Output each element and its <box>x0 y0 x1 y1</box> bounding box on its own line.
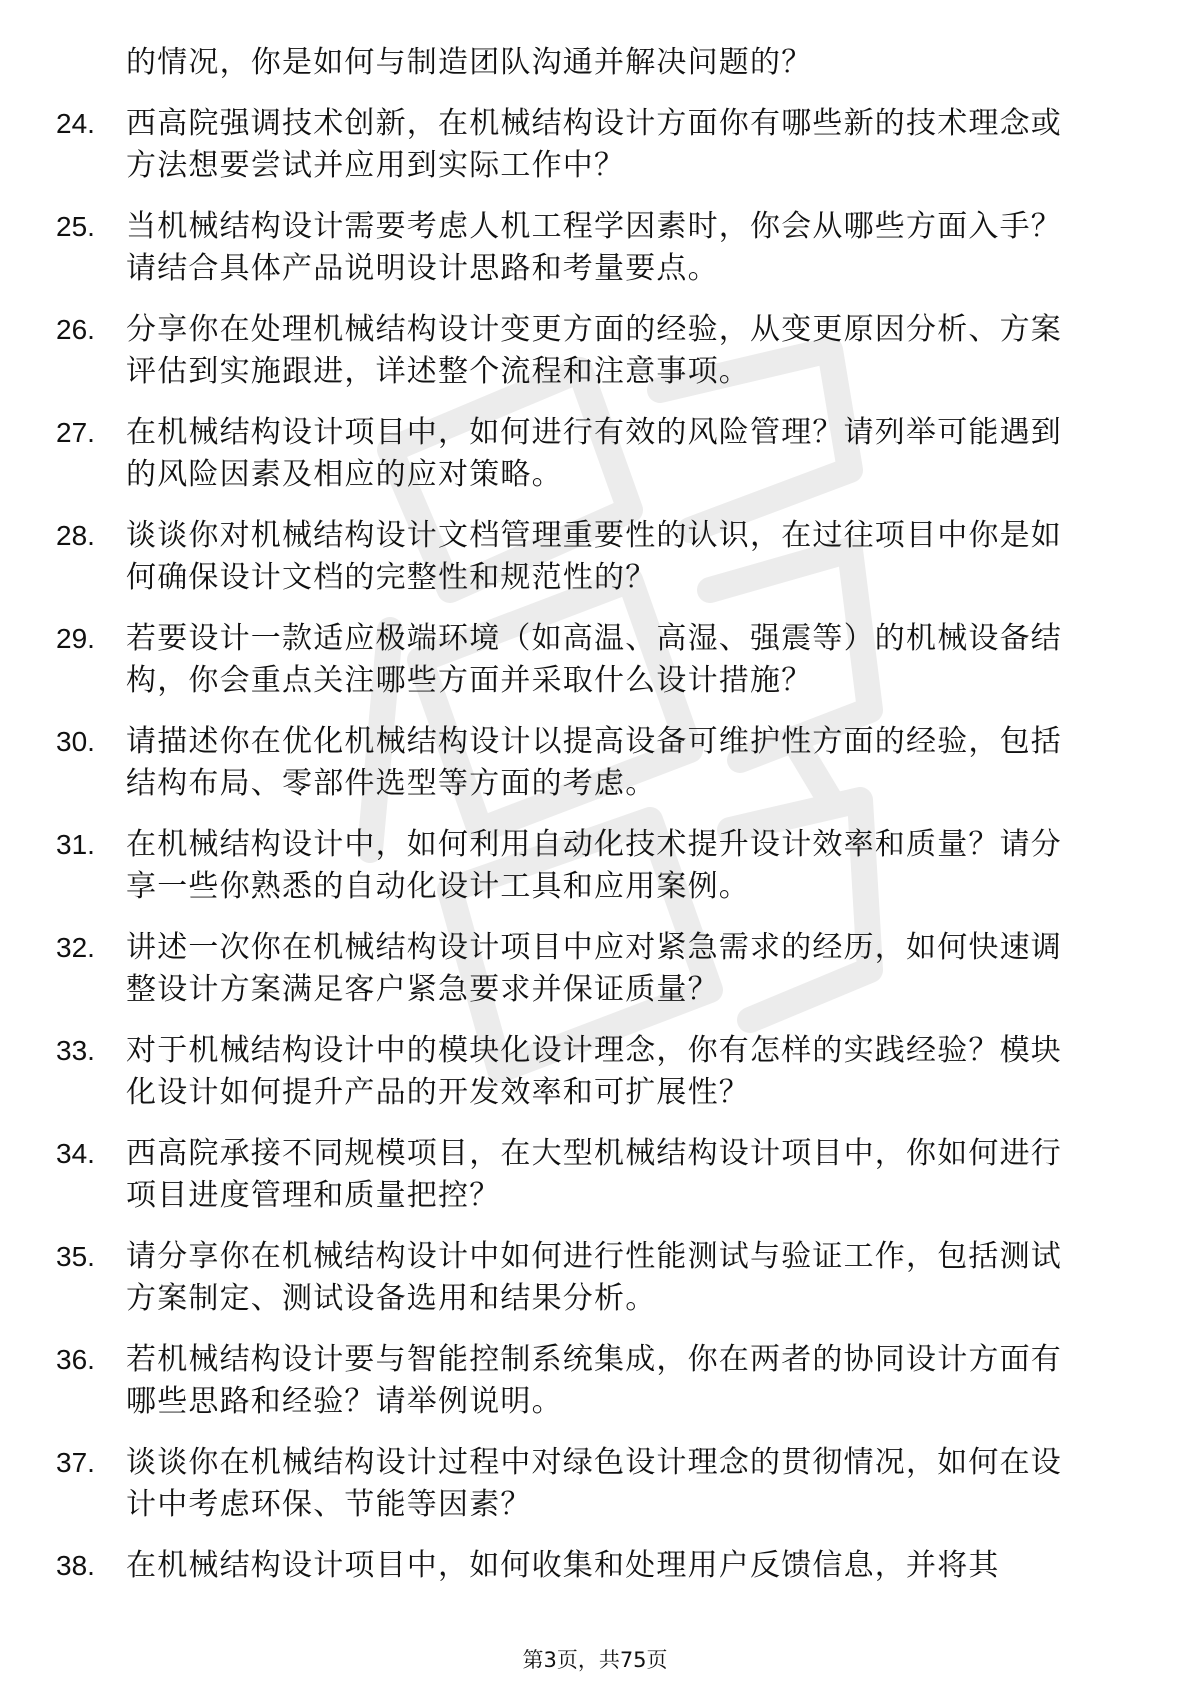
list-item <box>0 309 1190 393</box>
list-item <box>0 824 1190 908</box>
list-item <box>0 515 1190 599</box>
list-item <box>0 42 1190 84</box>
item-text: 谈谈你在机械结构设计过程中对绿色设计理念的贯彻情况，如何在设计中考虑环保、节能等因素？ <box>126 1445 1062 1522</box>
item-text: 在机械结构设计中，如何利用自动化技术提升设计效率和质量？请分享一些你熟悉的自动化设计工具和应用案例。 <box>126 827 1062 904</box>
item-text: 当机械结构设计需要考虑人机工程学因素时，你会从哪些方面入手？请结合具体产品说明设计思路和考量要点。 <box>126 209 1062 286</box>
item-number: 27. <box>56 417 95 448</box>
item-text: 在机械结构设计项目中，如何收集和处理用户反馈信息，并将其 <box>126 1548 1000 1583</box>
item-text: 西高院承接不同规模项目，在大型机械结构设计项目中，你如何进行项目进度管理和质量把控？ <box>126 1136 1062 1213</box>
list-item <box>0 927 1190 1011</box>
item-number: 28. <box>56 520 95 551</box>
item-number: 32. <box>56 932 95 963</box>
item-text: 在机械结构设计项目中，如何进行有效的风险管理？请列举可能遇到的风险因素及相应的应对策略。 <box>126 415 1062 492</box>
item-number: 37. <box>56 1447 95 1478</box>
page-number: 第3页，共75页 <box>522 1648 668 1672</box>
list-item <box>0 1545 1190 1587</box>
item-text: 西高院强调技术创新，在机械结构设计方面你有哪些新的技术理念或方法想要尝试并应用到实际工作中？ <box>126 106 1062 183</box>
item-number: 35. <box>56 1241 95 1272</box>
item-number: 26. <box>56 314 95 345</box>
list-item <box>0 1339 1190 1423</box>
list-item <box>0 412 1190 496</box>
item-text: 请分享你在机械结构设计中如何进行性能测试与验证工作，包括测试方案制定、测试设备选用和结果分析。 <box>126 1239 1062 1316</box>
item-text: 分享你在处理机械结构设计变更方面的经验，从变更原因分析、方案评估到实施跟进，详述整个流程和注意事项。 <box>126 312 1062 389</box>
item-text: 谈谈你对机械结构设计文档管理重要性的认识，在过往项目中你是如何确保设计文档的完整性和规范性的？ <box>126 518 1062 595</box>
list-item <box>0 1133 1190 1217</box>
item-number: 36. <box>56 1344 95 1375</box>
item-text: 请描述你在优化机械结构设计以提高设备可维护性方面的经验，包括结构布局、零部件选型等方面的考虑。 <box>126 724 1062 801</box>
item-text: 的情况，你是如何与制造团队沟通并解决问题的？ <box>126 45 813 80</box>
list-item <box>0 206 1190 290</box>
list-item <box>0 1236 1190 1320</box>
item-text: 讲述一次你在机械结构设计项目中应对紧急需求的经历，如何快速调整设计方案满足客户紧急要求并保证质量？ <box>126 930 1062 1007</box>
list-item <box>0 618 1190 702</box>
item-text: 若要设计一款适应极端环境（如高温、高湿、强震等）的机械设备结构，你会重点关注哪些方面并采取什么设计措施？ <box>126 621 1062 698</box>
item-number: 25. <box>56 211 95 242</box>
item-number: 30. <box>56 726 95 757</box>
item-number: 31. <box>56 829 95 860</box>
list-item <box>0 1442 1190 1526</box>
list-item <box>0 103 1190 187</box>
item-number: 29. <box>56 623 95 654</box>
question-list <box>0 42 1190 1606</box>
item-text: 若机械结构设计要与智能控制系统集成，你在两者的协同设计方面有哪些思路和经验？请举例说明。 <box>126 1342 1062 1419</box>
item-number: 24. <box>56 108 95 139</box>
item-number: 38. <box>56 1550 95 1581</box>
list-item <box>0 721 1190 805</box>
item-number: 33. <box>56 1035 95 1066</box>
item-text: 对于机械结构设计中的模块化设计理念，你有怎样的实践经验？模块化设计如何提升产品的开发效率和可扩展性？ <box>126 1033 1062 1110</box>
item-number: 34. <box>56 1138 95 1169</box>
list-item <box>0 1030 1190 1114</box>
